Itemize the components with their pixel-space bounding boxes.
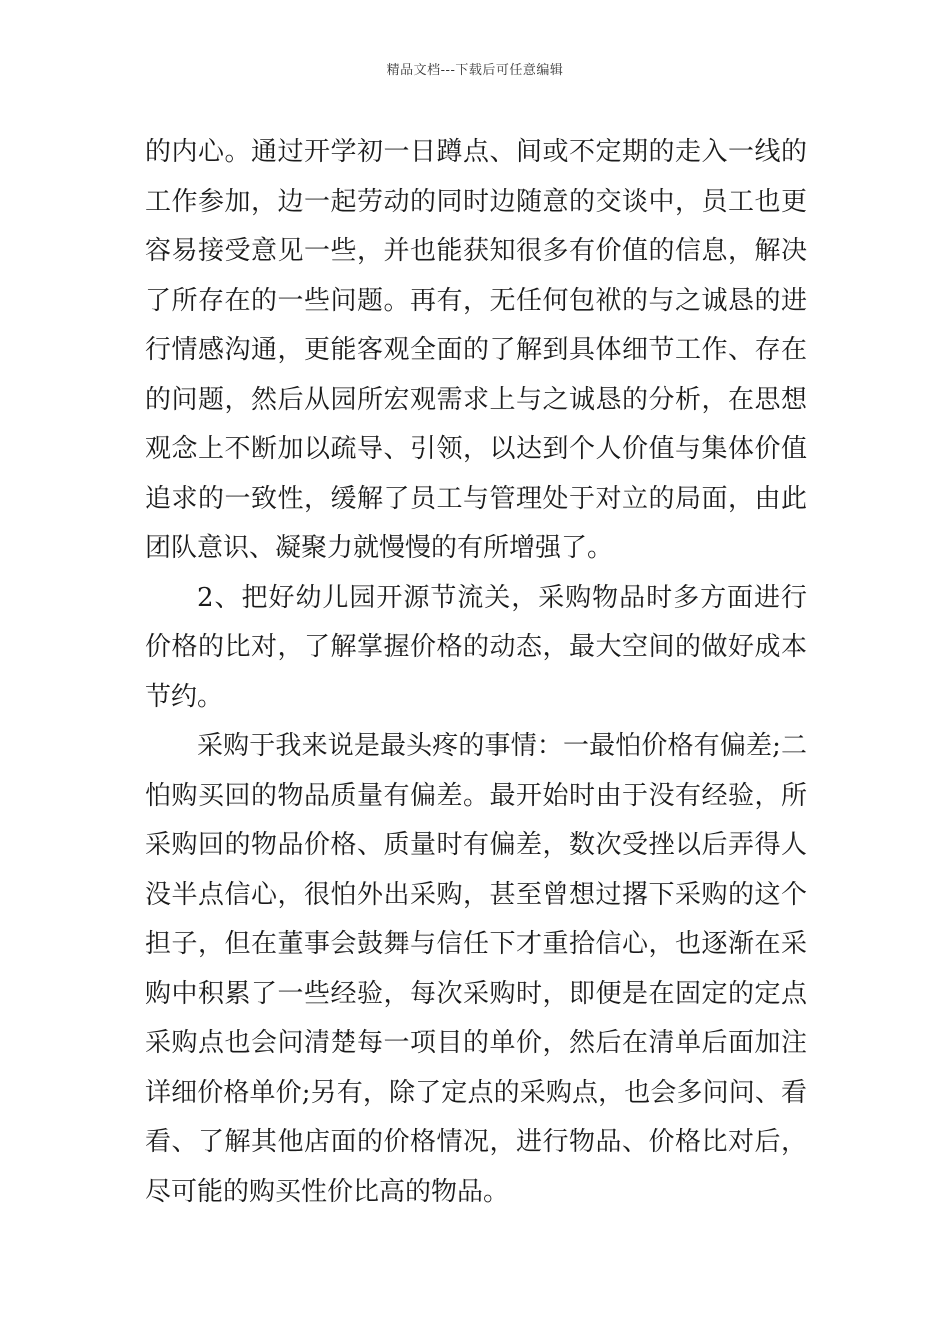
paragraph-section-2: 2、把好幼儿园开源节流关，采购物品时多方面进行价格的比对，了解掌握价格的动态，最大空间的做好成本节约。 bbox=[145, 582, 807, 712]
document-body bbox=[145, 128, 807, 1217]
paragraph-continuation: 的内心。通过开学初一日蹲点、间或不定期的走入一线的工作参加，边一起劳动的同时边随意的交谈中，员工也更容易接受意见一些，并也能获知很多有价值的信息，解决了所存在的一些问题。再有，无任何包袱的与之诚恳的进行情感沟通，更能客观全面的了解到具体细节工作、存在的问题，然后从园所宏观需求上与之诚恳的分析，在思想观念上不断加以疏导、引领，以达到个人价值与集体价值追求的一致性，缓解了员工与管理处于对立的局面，由此团队意识、凝聚力就慢慢的有所增强了。 bbox=[145, 137, 807, 563]
paragraph-purchasing: 采购于我来说是最头疼的事情：一最怕价格有偏差;二怕购买回的物品质量有偏差。最开始时由于没有经验，所采购回的物品价格、质量时有偏差，数次受挫以后弄得人没半点信心，很怕外出采购，甚至曾想过撂下采购的这个担子，但在董事会鼓舞与信任下才重拾信心，也逐渐在采购中积累了一些经验，每次采购时，即便是在固定的定点采购点也会问清楚每一项目的单价，然后在清单后面加注详细价格单价;另有，除了定点的采购点，也会多问问、看看、了解其他店面的价格情况，进行物品、价格比对后，尽可能的购买性价比高的物品。 bbox=[145, 731, 807, 1207]
page-header: 精品文档---下载后可任意编辑 bbox=[386, 63, 564, 78]
